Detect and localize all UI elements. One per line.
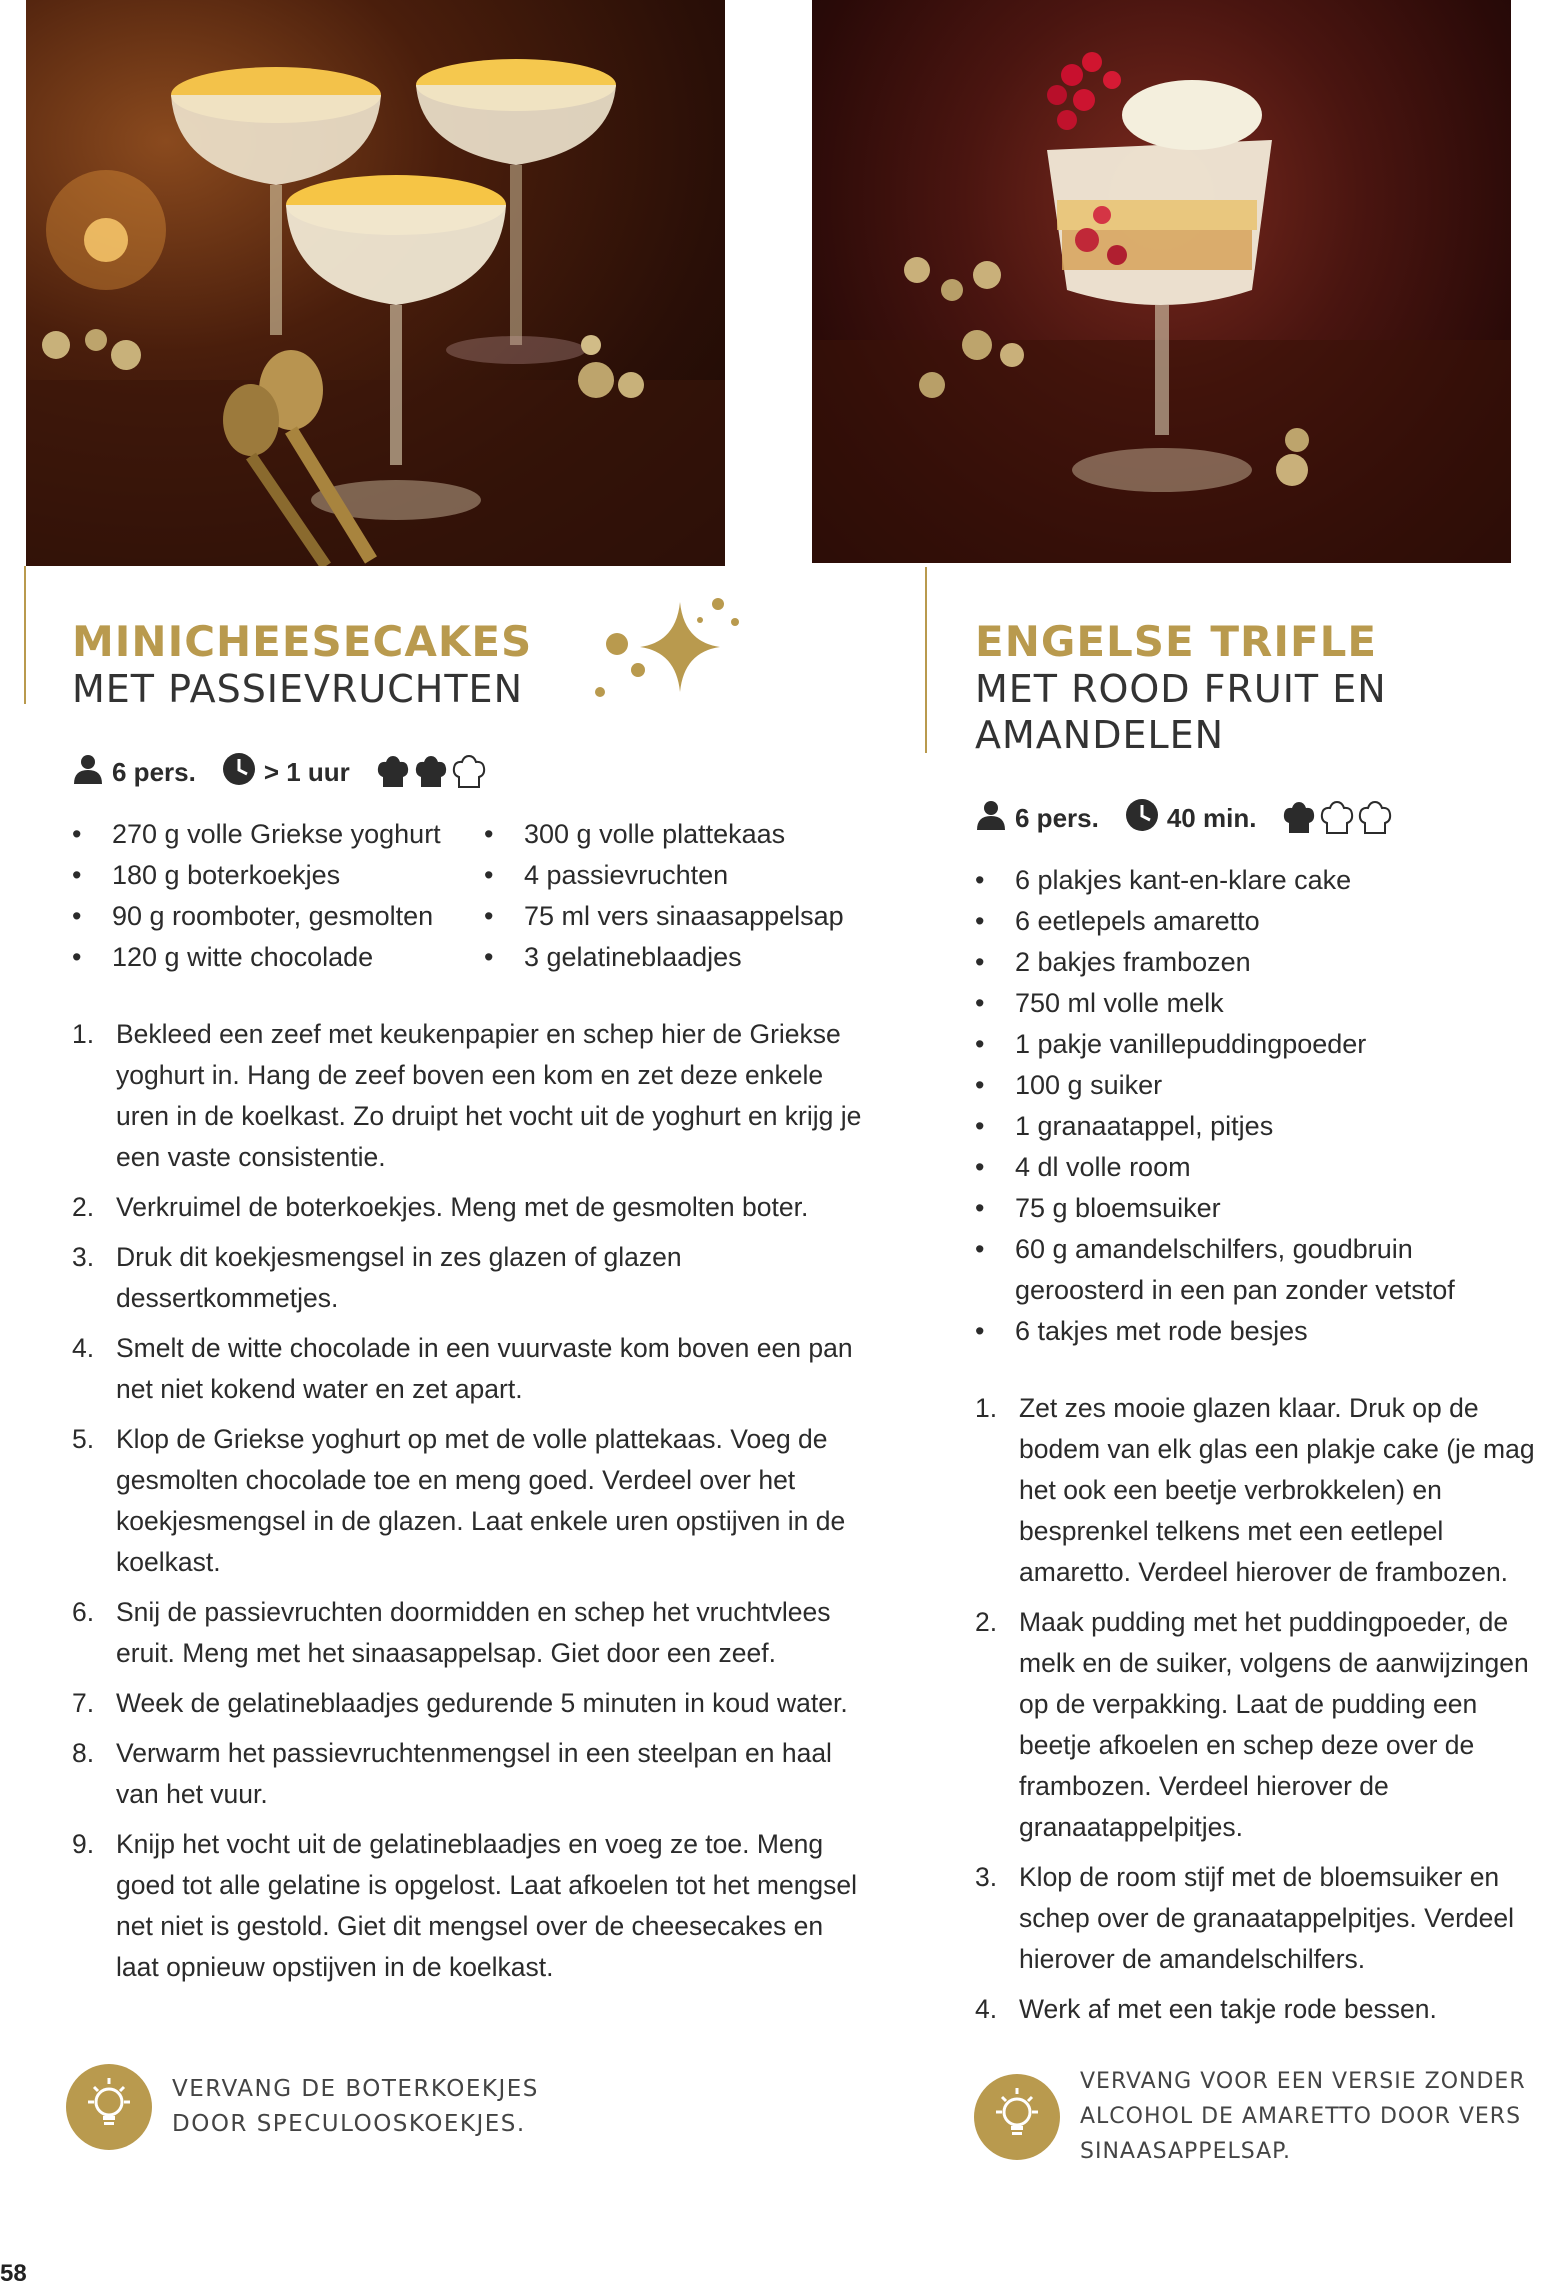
- list-item: • 180 g boterkoekjes: [72, 855, 484, 896]
- step-text: Werk af met een takje rode bessen.: [1019, 1994, 1437, 2024]
- step-number: 6.: [72, 1597, 95, 1627]
- servings: 6 pers.: [1015, 802, 1099, 833]
- step-number: 3.: [975, 1862, 998, 1892]
- step-text: Smelt de witte chocolade in een vuurvaste kom boven een pan net niet kokend water en zet apart.: [116, 1333, 853, 1404]
- chef-hat-icon: [414, 755, 448, 789]
- step-number: 5.: [72, 1424, 95, 1454]
- recipe-subtitle-line-1: MET ROOD FRUIT EN: [975, 667, 1387, 711]
- list-item: • 6 takjes met rode besjes: [975, 1311, 1545, 1352]
- page-number: 58: [0, 2260, 27, 2286]
- tip-box: [974, 2064, 1550, 2169]
- ingredients-column-2: [484, 814, 844, 978]
- clock-icon: [222, 752, 256, 793]
- list-item: • 4 passievruchten: [484, 855, 844, 896]
- step: [975, 1989, 1550, 2030]
- step: [72, 1419, 872, 1583]
- list-item: • 1 granaatappel, pitjes: [975, 1106, 1545, 1147]
- ingredients: [72, 814, 872, 978]
- photo1-accent-line: [24, 566, 26, 704]
- recipe-engelse-trifle: [975, 618, 1545, 2039]
- recipe-subtitle: MET PASSIEVRUCHTEN: [72, 667, 523, 711]
- step-text: Week de gelatineblaadjes gedurende 5 minuten in koud water.: [116, 1688, 848, 1718]
- list-item: • 270 g volle Griekse yoghurt: [72, 814, 484, 855]
- prep-time: 40 min.: [1166, 802, 1257, 833]
- chef-hat-icon: [1320, 801, 1354, 835]
- list-item: • 6 plakjes kant-en-klare cake: [975, 860, 1545, 901]
- list-item: • 6 eetlepels amaretto: [975, 901, 1545, 942]
- recipe-meta: [975, 798, 1545, 838]
- photo-minicheesecakes: [26, 0, 725, 566]
- list-item-continuation: [975, 1270, 1545, 1311]
- step-text: Verkruimel de boterkoekjes. Meng met de gesmolten boter.: [116, 1192, 809, 1222]
- list-item: • 750 ml volle melk: [975, 983, 1545, 1024]
- chef-hat-icon: [376, 755, 410, 789]
- step-number: 1.: [72, 1019, 95, 1049]
- chef-hat-icon: [1358, 801, 1392, 835]
- step: [72, 1237, 872, 1319]
- step-text: Verwarm het passievruchtenmengsel in een steelpan en haal van het vuur.: [116, 1738, 832, 1809]
- recipe-meta: [72, 752, 872, 792]
- list-item: • 3 gelatineblaadjes: [484, 937, 844, 978]
- list-item: • 1 pakje vanillepuddingpoeder: [975, 1024, 1545, 1065]
- servings: 6 pers.: [112, 756, 196, 787]
- tip-box: [66, 2064, 572, 2150]
- step-text: Klop de Griekse yoghurt op met de volle plattekaas. Voeg de gesmolten chocolade toe en meng goed. Verdeel over het koekjesmengsel in de glazen. Laat enkele uren opstijven in de koelkast.: [116, 1424, 846, 1577]
- list-item-continuation-text: geroosterd in een pan zonder vetstof: [1015, 1275, 1455, 1305]
- step-number: 9.: [72, 1829, 95, 1859]
- prep-time: > 1 uur: [263, 756, 350, 787]
- list-item: • 4 dl volle room: [975, 1147, 1545, 1188]
- step: [72, 1014, 872, 1178]
- step-number: 2.: [72, 1192, 95, 1222]
- person-icon: [975, 800, 1007, 837]
- chef-hat-icon: [1282, 801, 1316, 835]
- photo-engelse-trifle: [812, 0, 1511, 563]
- step-number: 8.: [72, 1738, 95, 1768]
- tip-text: VERVANG VOOR EEN VERSIE ZONDER ALCOHOL DE AMARETTO DOOR VERS SINAASAPPELSAP.: [1080, 2069, 1526, 2164]
- recipe-title: MINICHEESECAKES: [72, 617, 533, 666]
- difficulty-rating: [1282, 801, 1392, 835]
- list-item: • 120 g witte chocolade: [72, 937, 484, 978]
- step-number: 4.: [72, 1333, 95, 1363]
- list-item: • 2 bakjes frambozen: [975, 942, 1545, 983]
- step-number: 2.: [975, 1607, 998, 1637]
- list-item: • 90 g roomboter, gesmolten: [72, 896, 484, 937]
- step-number: 4.: [975, 1994, 998, 2024]
- step: [72, 1824, 872, 1988]
- lightbulb-icon: [974, 2074, 1060, 2160]
- chef-hat-icon: [452, 755, 486, 789]
- ingredients-column-1: [72, 814, 484, 978]
- preparation-steps: [72, 1014, 872, 1988]
- step: [72, 1733, 872, 1815]
- list-item: • 100 g suiker: [975, 1065, 1545, 1106]
- list-item: • 75 g bloemsuiker: [975, 1188, 1545, 1229]
- ingredients: [975, 860, 1545, 1352]
- list-item: • 300 g volle plattekaas: [484, 814, 844, 855]
- list-item: • 75 ml vers sinaasappelsap: [484, 896, 844, 937]
- photo2-accent-line: [925, 567, 927, 753]
- step-text: Snij de passievruchten doormidden en schep het vruchtvlees eruit. Meng met het sinaasappelsap. Giet door een zeef.: [116, 1597, 831, 1668]
- list-item: • 60 g amandelschilfers, goudbruin: [975, 1229, 1545, 1270]
- step-text: Druk dit koekjesmengsel in zes glazen of glazen dessertkommetjes.: [116, 1242, 682, 1313]
- step-text: Klop de room stijf met de bloemsuiker en schep over de granaatappelpitjes. Verdeel hierover de amandelschilfers.: [1019, 1862, 1515, 1974]
- step-text: Bekleed een zeef met keukenpapier en schep hier de Griekse yoghurt in. Hang de zeef boven een kom en zet deze enkele uren in de koelkast. Zo druipt het vocht uit de yoghurt en krijg je een vaste consistentie.: [116, 1019, 862, 1172]
- step-number: 1.: [975, 1393, 998, 1423]
- tip-text: VERVANG DE BOTERKOEKJES DOOR SPECULOOSKOEKJES.: [172, 2076, 539, 2137]
- step: [975, 1857, 1550, 1980]
- step-number: 7.: [72, 1688, 95, 1718]
- difficulty-rating: [376, 755, 486, 789]
- recipe-minicheesecakes: [72, 618, 872, 1997]
- step: [72, 1328, 872, 1410]
- step: [975, 1388, 1550, 1593]
- step: [72, 1683, 872, 1724]
- step-text: Knijp het vocht uit de gelatineblaadjes en voeg ze toe. Meng goed tot alle gelatine is opgelost. Laat afkoelen tot het mengsel net niet is gestold. Giet dit mengsel over de cheesecakes en laat opnieuw opstijven in de koelkast.: [116, 1829, 858, 1982]
- recipe-subtitle-line-2: AMANDELEN: [975, 713, 1225, 757]
- recipe-title: ENGELSE TRIFLE: [975, 617, 1378, 666]
- person-icon: [72, 754, 104, 791]
- lightbulb-icon: [66, 2064, 152, 2150]
- clock-icon: [1125, 798, 1159, 839]
- preparation-steps: [975, 1388, 1550, 2030]
- step: [975, 1602, 1550, 1848]
- step-text: Maak pudding met het puddingpoeder, de melk en de suiker, volgens de aanwijzingen op de verpakking. Laat de pudding een beetje afkoelen en schep deze over de frambozen. Verdeel hierover de granaatappelpitjes.: [1019, 1607, 1529, 1842]
- step-text: Zet zes mooie glazen klaar. Druk op de bodem van elk glas een plakje cake (je mag het ook een beetje verbrokkelen) en besprenkel telkens met een eetlepel amaretto. Verdeel hierover de frambozen.: [1019, 1393, 1535, 1587]
- step: [72, 1187, 872, 1228]
- step: [72, 1592, 872, 1674]
- step-number: 3.: [72, 1242, 95, 1272]
